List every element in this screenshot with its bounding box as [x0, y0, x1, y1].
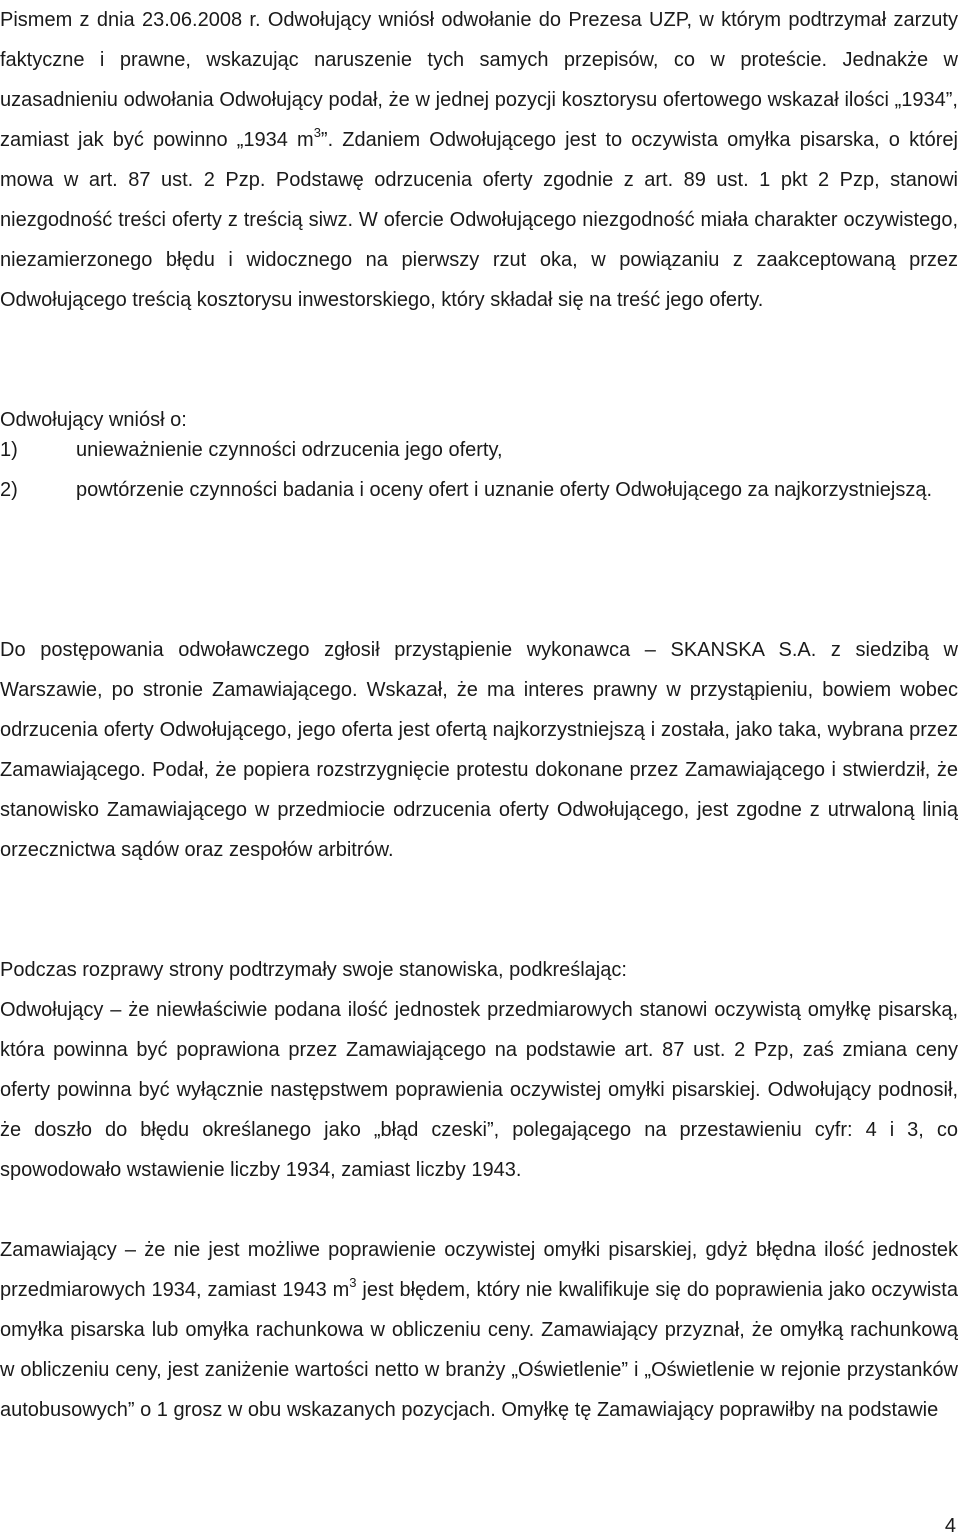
paragraph-requests-intro: Odwołujący wniósł o: — [0, 409, 187, 431]
paragraph-appeal-summary — [0, 0, 958, 320]
paragraph-contracting-authority-position — [0, 1230, 958, 1430]
paragraph-appellant-position: Odwołujący – że niewłaściwie podana ilość jednostek przedmiarowych stanowi oczywistą omyłkę pisarską, która powinna być poprawiona przez Zamawiającego na podstawie art. 87 ust. 2 Pzp, zaś zmiana ceny oferty powinna być wyłącznie następstwem poprawienia oczywistej omyłki pisarskiej. Odwołujący podnosił, że doszło do błędu określanego jako „błąd czeski”, polegającego na przestawieniu cyfr: 4 i 3, co spowodowało wstawienie liczby 1934, zamiast liczby 1943. — [0, 999, 958, 1181]
cubic-superscript: 3 — [313, 125, 321, 140]
list-item-number: 1) — [0, 439, 18, 461]
list-item — [0, 430, 958, 470]
authority-position-text-a: Zamawiający – że nie jest możliwe poprawienie oczywistej omyłki pisarskiej, gdyż błędna ilość jednostek przedmiarowych 1934, zamiast 1943 m — [0, 1239, 958, 1301]
list-item-text: powtórzenie czynności badania i oceny ofert i uznanie oferty Odwołującego za najkorzystniejszą. — [76, 479, 933, 501]
requests-list — [0, 430, 958, 510]
appeal-summary-text-b: ”. Zdaniem Odwołującego jest to oczywista omyłka pisarska, o której mowa w art. 87 ust. 2 Pzp. Podstawę odrzucenia oferty zgodnie z art. 89 ust. 1 pkt 2 Pzp, stanowi niezgodność treści oferty z treścią siwz. W ofercie Odwołującego niezgodność miała charakter oczywistego, niezamierzonego błędu i widocznego na pierwszy rzut oka, w powiązaniu z zaakceptowaną przez Odwołującego treścią kosztorysu inwestorskiego, który składał się na treść jego oferty. — [0, 129, 958, 311]
authority-position-text-b: jest błędem, który nie kwalifikuje się do poprawienia jako oczywista omyłka pisarska lub omyłka rachunkowa w obliczeniu ceny. Zamawiający przyznał, że omyłką rachunkową w obliczeniu ceny, jest zaniżenie wartości netto w branży „Oświetlenie” i „Oświetlenie w rejonie przystanków autobusowych” o 1 grosz w obu wskazanych pozycjach. Omyłkę tę Zamawiający poprawiłby na podstawie — [0, 1279, 958, 1421]
list-item — [0, 470, 958, 510]
cubic-superscript: 3 — [349, 1275, 357, 1290]
paragraph-intervener: Do postępowania odwoławczego zgłosił przystąpienie wykonawca – SKANSKA S.A. z siedzibą w Warszawie, po stronie Zamawiającego. Wskazał, że ma interes prawny w przystąpieniu, bowiem wobec odrzucenia oferty Odwołującego, jego oferta jest ofertą najkorzystniejszą i została, jako taka, wybrana przez Zamawiającego. Podał, że popiera rozstrzygnięcie protestu dokonane przez Zamawiającego i stwierdził, że stanowisko Zamawiającego w przedmiocie odrzucenia oferty Odwołującego, jest zgodne z utrwaloną linią orzecznictwa sądów oraz zespołów arbitrów. — [0, 639, 958, 861]
list-item-number: 2) — [0, 479, 18, 501]
paragraph-hearing-intro: Podczas rozprawy strony podtrzymały swoje stanowiska, podkreślając: — [0, 959, 627, 981]
appeal-summary-text-a: Pismem z dnia 23.06.2008 r. Odwołujący wniósł odwołanie do Prezesa UZP, w którym podtrzymał zarzuty faktyczne i prawne, wskazując naruszenie tych samych przepisów, co w proteście. Jednakże w uzasadnieniu odwołania Odwołujący podał, że w jednej pozycji kosztorysu ofertowego wskazał ilości „1934”, zamiast jak być powinno „1934 m — [0, 9, 958, 151]
page-number: 4 — [944, 1515, 956, 1537]
list-item-text: unieważnienie czynności odrzucenia jego oferty, — [76, 439, 503, 461]
